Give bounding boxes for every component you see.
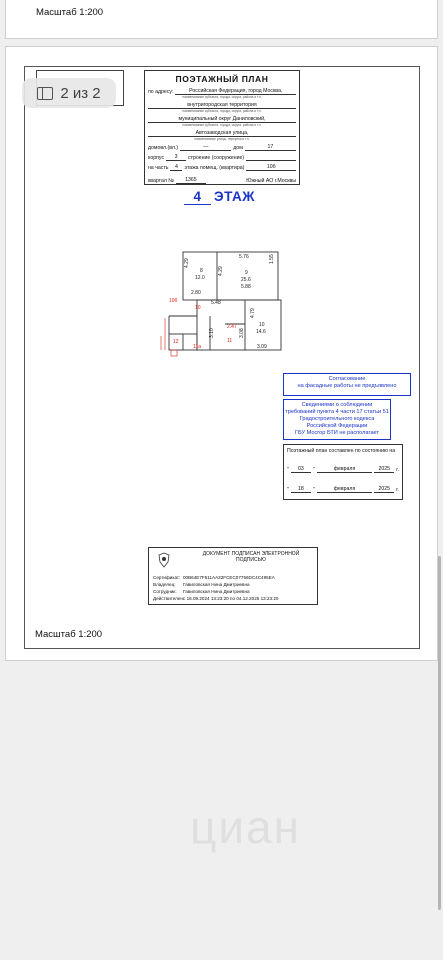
- apartment-value: 10б: [246, 164, 296, 171]
- floor-heading: [184, 189, 255, 205]
- dim-label: 2.80: [191, 290, 201, 296]
- cert-label: Сертификат:: [153, 575, 181, 580]
- owner-label: Владелец:: [153, 582, 176, 587]
- cert-value: 00B64E7F511AA32FCEC07756DC4C495EA: [183, 575, 275, 580]
- date2-month: февраля: [317, 486, 373, 493]
- signature-title-1: ДОКУМЕНТ ПОДПИСАН ЭЛЕКТРОННОЙ: [202, 551, 300, 557]
- date1-year: 2025: [374, 466, 394, 473]
- date2-day: 18: [291, 486, 311, 493]
- room-number: 10: [195, 305, 201, 311]
- dim-label: 3.10: [209, 328, 215, 338]
- dom-value: 17: [245, 144, 296, 151]
- district: Южный АО г.Москвы: [246, 178, 296, 184]
- room-number: 8: [200, 268, 203, 274]
- address-line-4: Автозаводская улица,: [148, 130, 296, 137]
- dim-label: 5.48: [211, 300, 221, 306]
- facade-note-line-1: Согласование: [328, 376, 366, 382]
- block-label: квартал №: [148, 178, 174, 184]
- state-box: Поэтажный план составлен по состоянию на " 03 " февраля 2025 г. " 18 " февраля 2025 г.: [283, 444, 403, 500]
- address-line-1: Российская Федерация, город Москва,: [175, 88, 296, 95]
- building-label: строение (сооружение): [188, 155, 245, 161]
- facade-note: [283, 373, 411, 396]
- date1-month: февраля: [317, 466, 373, 473]
- floor-label: этажа помещ. (квартира): [184, 165, 245, 171]
- part-label: на часть: [148, 165, 169, 171]
- room-number: 11а: [193, 344, 201, 350]
- floor-number: 4: [184, 189, 211, 205]
- dim-label: 4.29: [184, 258, 190, 268]
- address-line-2: внутригородская территория: [148, 102, 296, 109]
- dim-label: 5.88: [241, 284, 251, 290]
- address-hint-4: наименование улицы, переулка и т.п.: [194, 137, 250, 141]
- room-area: 14.6: [256, 329, 266, 335]
- valid-value: с 16.09.2024 13:23:20 по 04.12.2025 13:23:20: [183, 596, 279, 601]
- dim-label: 3.08: [239, 328, 245, 338]
- block-value: 1365: [176, 177, 206, 184]
- info-note-line-4: Российской Федерации: [306, 422, 368, 429]
- room-number: 10: [259, 322, 265, 328]
- scrollbar[interactable]: [438, 556, 441, 910]
- room-number: 9: [245, 270, 248, 276]
- date2-suffix: г.: [396, 487, 399, 493]
- previous-page: [5, 0, 438, 39]
- dim-label: 5.76: [239, 254, 249, 260]
- date1-suffix: г.: [396, 467, 399, 473]
- title-stamp: [144, 70, 300, 185]
- room-number: 12: [173, 339, 179, 345]
- info-note-line-5: ГБУ Мосгор БТИ не располагает: [294, 429, 380, 436]
- label-10b: 10б: [169, 298, 178, 304]
- korpus-value: 3: [166, 154, 186, 161]
- house-label: домовл.(вл.): [148, 145, 179, 151]
- address-line-3: муниципальный округ Даниловский,: [148, 116, 296, 123]
- stamp-title: ПОЭТАЖНЫЙ ПЛАН: [175, 74, 269, 84]
- date1-day: 03: [291, 466, 311, 473]
- korpus-label: корпус: [148, 155, 165, 161]
- dom-label: дом: [233, 145, 243, 151]
- address-label: по адресу:: [148, 89, 174, 95]
- dim-label: 4.29: [218, 266, 224, 276]
- date2-year: 2025: [374, 486, 394, 493]
- valid-label: Действителен:: [153, 596, 185, 601]
- info-note-line-3: Градостроительного кодекса: [299, 415, 375, 422]
- sidebar-toggle-icon: [37, 87, 53, 100]
- room-area: 25.6: [241, 277, 251, 283]
- facade-note-line-2: на фасадные работы не предъявлено: [297, 382, 397, 389]
- employee-label: Сотрудник:: [153, 589, 177, 594]
- e-signature-block: [148, 547, 318, 605]
- coat-of-arms-icon: [157, 552, 171, 568]
- floor-plan: [155, 246, 295, 376]
- scale-label: Масштаб 1:200: [35, 629, 103, 640]
- room-number: 11: [227, 338, 233, 344]
- watermark-logo: циан: [190, 801, 302, 853]
- address-hint-2: наименование субъекта, города, округа, района и т.п.: [182, 109, 262, 113]
- address-hint-1: наименование субъекта, города, округа, района и т.п.: [182, 95, 262, 99]
- dim-label: 4.79: [250, 308, 256, 318]
- address-hint-3: наименование субъекта, города, округа, района и т.п.: [182, 123, 262, 127]
- signature-title-2: ПОДПИСЬЮ: [236, 557, 266, 563]
- info-note-line-1: Сведениями о соблюдении: [301, 402, 373, 408]
- house-value: —: [180, 144, 231, 151]
- page-indicator-text: 2 из 2: [60, 84, 101, 102]
- state-title: Поэтажный план составлен по состоянию на: [287, 448, 396, 454]
- part-value: 4: [170, 164, 182, 171]
- scale-label-prev: Масштаб 1:200: [36, 7, 104, 18]
- employee-value: Гавиловская Нина Дмитриевна: [183, 589, 250, 594]
- owner-value: Гавиловская Нина Дмитриевна: [183, 582, 250, 587]
- dim-label: 3.09: [257, 344, 267, 350]
- info-note: [283, 399, 391, 440]
- room-area: 12.0: [195, 275, 205, 281]
- dim-label: 1.55: [269, 254, 275, 264]
- dim-label: 2.47: [227, 324, 237, 330]
- info-note-line-2: требований пункта 4 части 17 статьи 51: [285, 408, 389, 415]
- floor-label: ЭТАЖ: [214, 189, 255, 204]
- page-indicator[interactable]: [22, 78, 116, 108]
